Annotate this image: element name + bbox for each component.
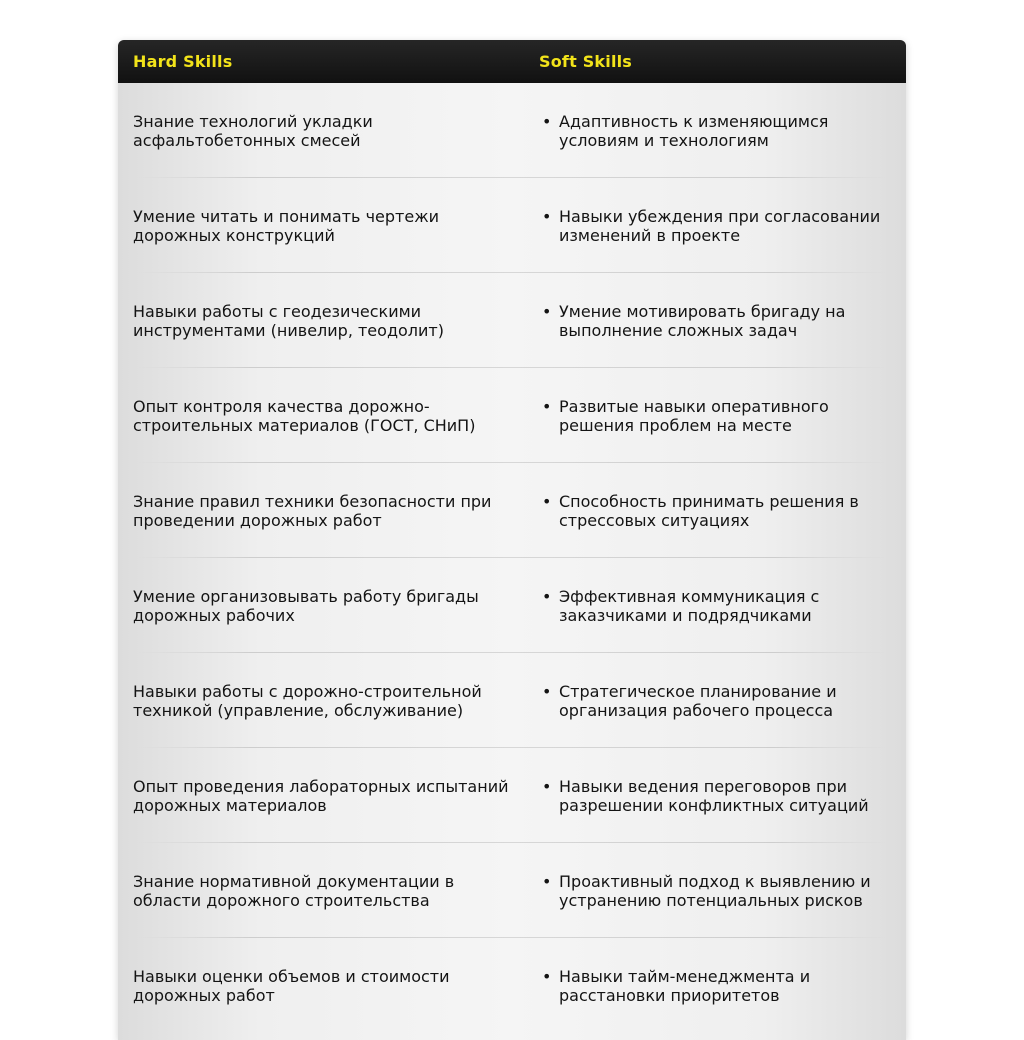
table-row (118, 843, 906, 938)
soft-skill-cell: Эффективная коммуникация с заказчиками и подрядчиками (559, 587, 820, 625)
bullet-icon: • (542, 967, 552, 986)
hard-skill-cell: Навыки работы с геодезическими инструментами (нивелир, теодолит) (133, 302, 444, 340)
hard-skill-cell: Умение организовывать работу бригады дорожных рабочих (133, 587, 479, 625)
soft-skill-cell: Развитые навыки оперативного решения проблем на месте (559, 397, 829, 435)
soft-skill-cell: Стратегическое планирование и организация рабочего процесса (559, 682, 837, 720)
bullet-icon: • (542, 302, 552, 321)
soft-skill-cell: Проактивный подход к выявлению и устранению потенциальных рисков (559, 872, 871, 910)
bullet-icon: • (542, 492, 552, 511)
hard-skill-cell: Опыт контроля качества дорожно-строительных материалов (ГОСТ, СНиП) (133, 397, 476, 435)
soft-skills-header: Soft Skills (539, 52, 633, 71)
soft-skill-cell: Навыки ведения переговоров при разрешении конфликтных ситуаций (559, 777, 869, 815)
bullet-icon: • (542, 207, 552, 226)
table-row (118, 368, 906, 463)
soft-skill-cell: Умение мотивировать бригаду на выполнение сложных задач (559, 302, 846, 340)
hard-skill-cell: Навыки работы с дорожно-строительной техникой (управление, обслуживание) (133, 682, 482, 720)
table-row (118, 273, 906, 368)
table-header (118, 40, 906, 83)
hard-skill-cell: Навыки оценки объемов и стоимости дорожных работ (133, 967, 450, 1005)
hard-skill-cell: Умение читать и понимать чертежи дорожных конструкций (133, 207, 439, 245)
hard-skill-cell: Знание нормативной документации в области дорожного строительства (133, 872, 455, 910)
bullet-icon: • (542, 112, 552, 131)
table-row (118, 178, 906, 273)
table-row (118, 463, 906, 558)
soft-skill-cell: Навыки убеждения при согласовании изменений в проекте (559, 207, 881, 245)
skills-table (118, 40, 906, 1040)
hard-skill-cell: Знание технологий укладки асфальтобетонных смесей (133, 112, 373, 150)
soft-skill-cell: Способность принимать решения в стрессовых ситуациях (559, 492, 859, 530)
table-row (118, 748, 906, 843)
hard-skill-cell: Знание правил техники безопасности при проведении дорожных работ (133, 492, 492, 530)
bullet-icon: • (542, 587, 552, 606)
bullet-icon: • (542, 777, 552, 796)
soft-skill-cell: Адаптивность к изменяющимся условиям и технологиям (559, 112, 829, 150)
hard-skills-header: Hard Skills (133, 52, 233, 71)
table-row (118, 558, 906, 653)
table-row (118, 653, 906, 748)
hard-skill-cell: Опыт проведения лабораторных испытаний дорожных материалов (133, 777, 509, 815)
bullet-icon: • (542, 397, 552, 416)
table-row (118, 938, 906, 1033)
table-row (118, 83, 906, 178)
bullet-icon: • (542, 872, 552, 891)
bullet-icon: • (542, 682, 552, 701)
soft-skill-cell: Навыки тайм-менеджмента и расстановки приоритетов (559, 967, 811, 1005)
